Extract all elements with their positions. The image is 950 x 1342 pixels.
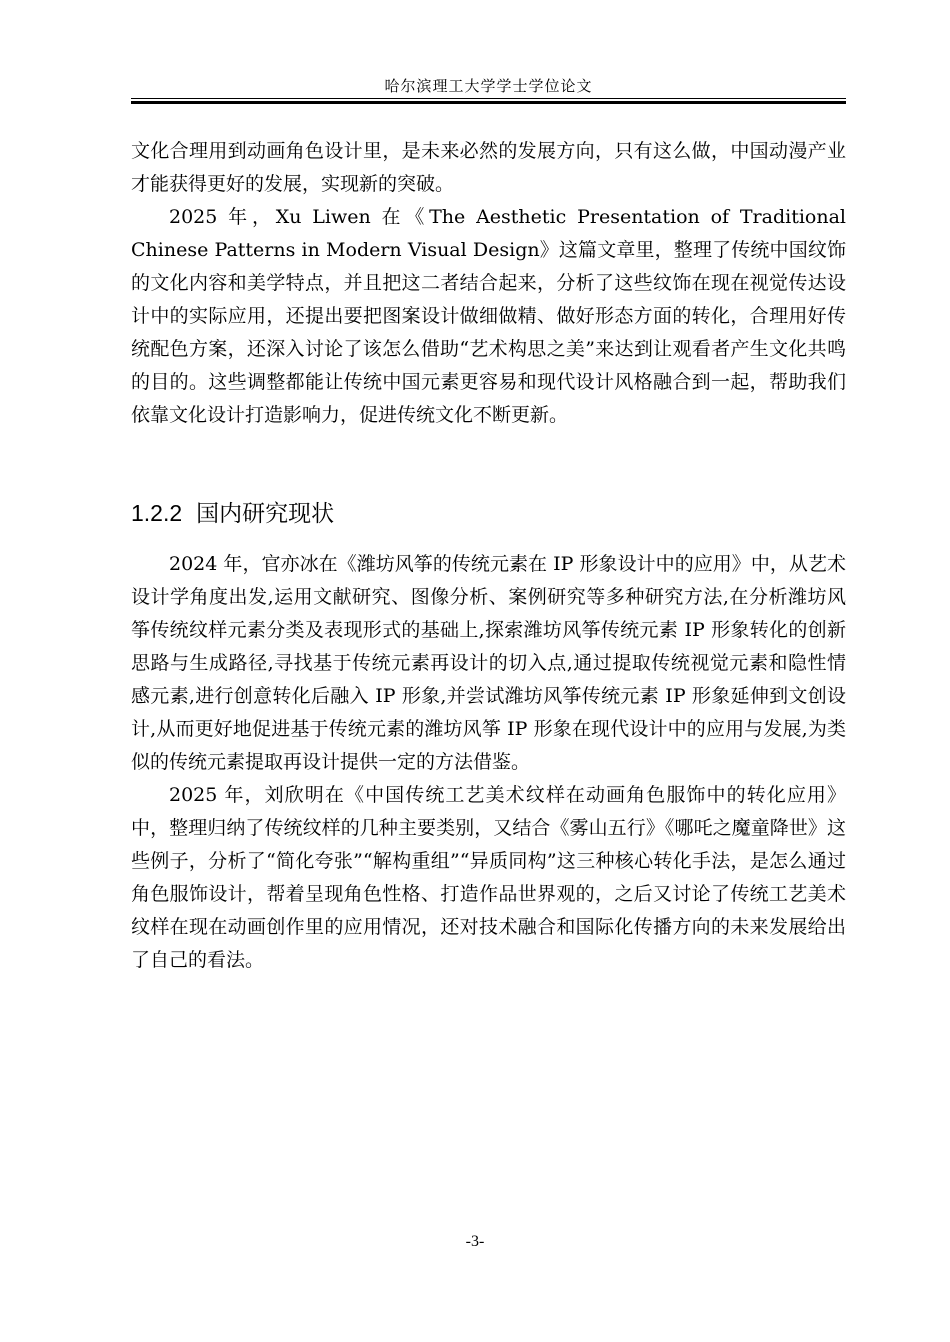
body-text-bottom xyxy=(131,548,846,977)
page-number: -3- xyxy=(465,1233,485,1250)
section-title: 国内研究现状 xyxy=(196,501,335,527)
running-header: 哈尔滨理工大学学士学位论文 xyxy=(384,77,593,95)
paragraph-continuation: 文化合理用到动画角色设计里，是未来必然的发展方向，只有这么做，中国动漫产业才能获得更好的发展，实现新的突破。 xyxy=(131,140,846,195)
header-rule-thick xyxy=(131,101,846,104)
section-heading xyxy=(131,496,846,531)
body-text-top xyxy=(131,135,846,432)
section-number: 1.2.2 xyxy=(131,500,183,526)
paragraph-guan-yibing: 2024 年，官亦冰在《潍坊风筝的传统元素在 IP 形象设计中的应用》中，从艺术设计学角度出发,运用文献研究、图像分析、案例研究等多种研究方法,在分析潍坊风筝传统纹样元素分类及表现形式的基础上,探索潍坊风筝传统元素 IP 形象转化的创新思路与生成路径,寻找基于传统元素再设计的切入点,通过提取传统视觉元素和隐性情感元素,进行创意转化后融入 IP 形象,并尝试潍坊风筝传统元素 IP 形象延伸到文创设计,从而更好地促进基于传统元素的潍坊风筝 IP 形象在现代设计中的应用与发展,为类似的传统元素提取再设计提供一定的方法借鉴。 xyxy=(131,553,846,773)
paragraph-xu-liwen: 2025 年，Xu Liwen 在《The Aesthetic Presentation of Traditional Chinese Patterns in Modern Visual Design》这篇文章里，整理了传统中国纹饰的文化内容和美学特点，并且把这二者结合起来，分析了这些纹饰在现在视觉传达设计中的实际应用，还提出要把图案设计做细做精、做好形态方面的转化，合理用好传统配色方案，还深入讨论了该怎么借助“艺术构思之美”来达到让观看者产生文化共鸣的目的。这些调整都能让传统中国元素更容易和现代设计风格融合到一起，帮助我们依靠文化设计打造影响力，促进传统文化不断更新。 xyxy=(131,206,846,426)
header-rule-thin xyxy=(131,98,846,99)
paragraph-liu-xinming: 2025 年，刘欣明在《中国传统工艺美术纹样在动画角色服饰中的转化应用》中，整理归纳了传统纹样的几种主要类别，又结合《雾山五行》《哪吒之魔童降世》这些例子，分析了“简化夸张”“解构重组”“异质同构”这三种核心转化手法，是怎么通过角色服饰设计，帮着呈现角色性格、打造作品世界观的，之后又讨论了传统工艺美术纹样在现在动画创作里的应用情况，还对技术融合和国际化传播方向的未来发展给出了自己的看法。 xyxy=(131,784,846,971)
